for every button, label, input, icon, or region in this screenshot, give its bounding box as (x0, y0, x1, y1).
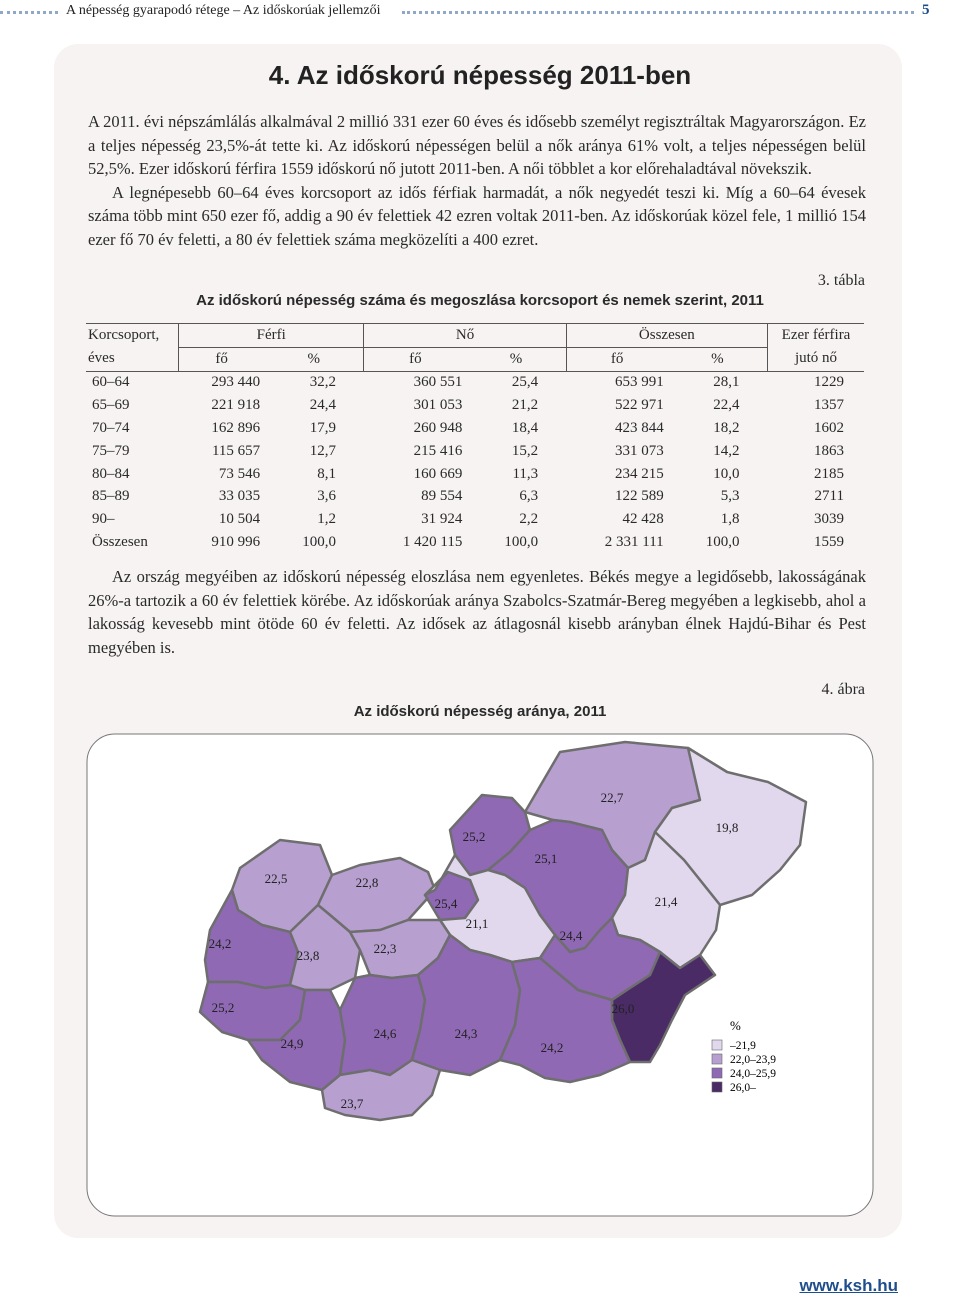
table-cell: 122 589 (614, 488, 664, 505)
table-cell: 18,2 (713, 420, 740, 437)
table-cell: 234 215 (614, 465, 664, 482)
table-cell: 360 551 (413, 374, 463, 391)
table-cell: 293 440 (211, 374, 261, 391)
table-cell: 33 035 (218, 488, 261, 505)
table-cell: 301 053 (413, 397, 463, 414)
legend-swatch (712, 1054, 722, 1064)
col-ratio-header-line2: jutó nő (794, 350, 838, 367)
county-value-label: 21,4 (654, 894, 678, 909)
county-value-label: 24,2 (540, 1040, 564, 1055)
table-cell: 18,4 (511, 420, 539, 437)
table-cell: 32,2 (309, 374, 336, 391)
table-cell: 1,8 (720, 511, 740, 528)
sub-count-total: fő (610, 350, 624, 367)
header-title: A népesség gyarapodó rétege – Az időskorúak jellemzői (66, 3, 381, 18)
county-paragraph: Az ország megyéiben az időskorú népesség eloszlása nem egyenletes. Békés megye a legidősebb, lakosságának 26%-a tartozik a 60 év felettiek körébe. Az időskorúak aránya Szabolcs-Szatmár-Bereg megyében a legkisebb, ahol a lakosság kevesebb mint ötöde 60 év feletti. Az idősek az átlagosnál kisebb arányban élnek Hajdú-Bihar és Pest megyében is. (88, 567, 866, 657)
legend-label: –21,9 (730, 1040, 756, 1052)
county-value-label: 25,2 (211, 1000, 235, 1015)
table-cell: 1559 (814, 534, 844, 551)
table-number: 3. tábla (817, 272, 865, 289)
county-value-label: 24,6 (373, 1026, 397, 1041)
page-number: 5 (922, 2, 930, 18)
county-value-label: 26,0 (611, 1001, 635, 1016)
table-cell: 6,3 (519, 488, 539, 505)
group-female: Nő (364, 324, 566, 348)
table-cell: 100,0 (504, 534, 539, 551)
row-label: 90– (92, 511, 115, 528)
county-value-label: 24,9 (280, 1036, 304, 1051)
table-cell: 162 896 (211, 420, 261, 437)
table-title: Az időskorú népesség száma és megoszlása korcsoport és nemek szerint, 2011 (196, 292, 764, 309)
figure-title: Az időskorú népesség aránya, 2011 (353, 703, 607, 720)
table-cell: 24,4 (309, 397, 336, 414)
row-label: Összesen (92, 534, 148, 551)
table-cell: 15,2 (511, 442, 539, 459)
table-cell: 331 073 (614, 442, 664, 459)
legend-swatch (712, 1082, 722, 1092)
col-ratio-header: Ezer férfira (768, 324, 865, 348)
row-label: 65–69 (92, 397, 130, 414)
county-value-label: 19,8 (715, 820, 739, 835)
county-value-label: 23,8 (296, 948, 320, 963)
table-cell: 22,4 (713, 397, 740, 414)
row-label: 80–84 (92, 465, 130, 482)
table-cell: 1 420 115 (402, 534, 463, 551)
table-cell: 3,6 (317, 488, 336, 505)
county-value-label: 22,8 (355, 875, 379, 890)
intro-paragraph-2: A legnépesebb 60–64 éves korcsoport az idős férfiak harmadát, a nők negyedét teszi ki. Míg a 60–64 évesek száma több mint 650 ezer fő, addig a 90 év felettiek 42 ezren voltak 2011-ben. Az időskorúak közel fele, 1 millió 154 ezer fő 70 év feletti, a 80 év felettiek száma megközelíti a 400 ezret. (88, 182, 866, 249)
table-cell: 100,0 (705, 534, 740, 551)
county-value-label: 22,3 (373, 941, 397, 956)
county-value-label: 24,2 (208, 936, 232, 951)
table-cell: 221 918 (211, 397, 261, 414)
county-value-label: 25,4 (434, 896, 458, 911)
table-cell: 1863 (814, 442, 844, 459)
legend-label: 22,0–23,9 (730, 1054, 776, 1066)
table-cell: 3039 (814, 511, 844, 528)
table-cell: 17,9 (309, 420, 336, 437)
county-value-label: 21,1 (465, 916, 489, 931)
row-label: 60–64 (92, 374, 130, 391)
table-cell: 10,0 (713, 465, 740, 482)
table-cell: 115 657 (211, 442, 261, 459)
sub-pct-total: % (668, 347, 768, 371)
table-cell: 10 504 (218, 511, 261, 528)
table-cell: 25,4 (511, 374, 539, 391)
table-cell: 21,2 (511, 397, 539, 414)
row-label: 75–79 (92, 442, 130, 459)
table-cell: 2185 (814, 465, 844, 482)
table-cell: 12,7 (309, 442, 336, 459)
table-cell: 2 331 111 (604, 534, 664, 551)
sub-count-male: fő (215, 350, 228, 367)
table-cell: 215 416 (413, 442, 463, 459)
legend-unit: % (730, 1018, 741, 1033)
legend-label: 26,0– (730, 1082, 756, 1094)
table-cell: 910 996 (211, 534, 261, 551)
table-cell: 160 669 (413, 465, 463, 482)
table-cell: 89 554 (421, 488, 463, 505)
group-male: Férfi (179, 324, 364, 348)
table-cell: 42 428 (622, 511, 664, 528)
table-cell: 423 844 (614, 420, 664, 437)
county-value-label: 24,4 (559, 928, 583, 943)
intro-paragraph-1: A 2011. évi népszámlálás alkalmával 2 millió 331 ezer 60 éves és idősebb személyt regisztráltak Magyarországon. Ez a teljes népesség 23,5%-át tette ki. Az időskorú népességen belül a nők aránya 61% volt, a teljes népességen belül 52,5%. Ezer időskorú férfira 1559 időskorú nő jutott 2011-ben. A női többlet a kor előrehaladtával növekszik. (88, 112, 866, 178)
table-cell: 14,2 (713, 442, 740, 459)
group-total: Összesen (566, 324, 767, 348)
section-heading: 4. Az időskorú népesség 2011-ben (268, 60, 692, 90)
table-cell: 2,2 (519, 511, 539, 528)
legend-label: 24,0–25,9 (730, 1068, 776, 1080)
table-cell: 260 948 (413, 420, 463, 437)
table-cell: 2711 (814, 488, 844, 505)
table-cell: 5,3 (720, 488, 740, 505)
county-value-label: 24,3 (454, 1026, 478, 1041)
county-value-label: 23,7 (340, 1096, 364, 1111)
county-value-label: 22,7 (600, 790, 624, 805)
table-cell: 1229 (814, 374, 844, 391)
table-cell: 653 991 (614, 374, 664, 391)
county-value-label: 25,2 (462, 829, 486, 844)
county-value-label: 22,5 (264, 871, 288, 886)
ksh-website-link[interactable]: www.ksh.hu (799, 1276, 898, 1295)
sub-count-female: fő (409, 350, 422, 367)
col-age-header-line2: éves (86, 347, 179, 371)
col-age-header: Korcsoport, (86, 324, 179, 348)
table-cell: 28,1 (713, 374, 740, 391)
legend-swatch (712, 1068, 722, 1078)
table-cell: 100,0 (302, 534, 336, 551)
table-cell: 31 924 (421, 511, 463, 528)
row-label: 85–89 (92, 488, 130, 505)
legend-swatch (712, 1040, 722, 1050)
sub-pct-female: % (466, 347, 566, 371)
sub-pct-male: % (264, 347, 364, 371)
table-cell: 1,2 (317, 511, 336, 528)
table-cell: 11,3 (512, 465, 539, 482)
table-cell: 73 546 (218, 465, 261, 482)
table-cell: 1602 (814, 420, 844, 437)
row-label: 70–74 (92, 420, 130, 437)
figure-number: 4. ábra (821, 681, 865, 698)
table-cell: 522 971 (614, 397, 664, 414)
table-cell: 1357 (814, 397, 844, 414)
table-cell: 8,1 (317, 465, 336, 482)
county-value-label: 25,1 (534, 851, 558, 866)
